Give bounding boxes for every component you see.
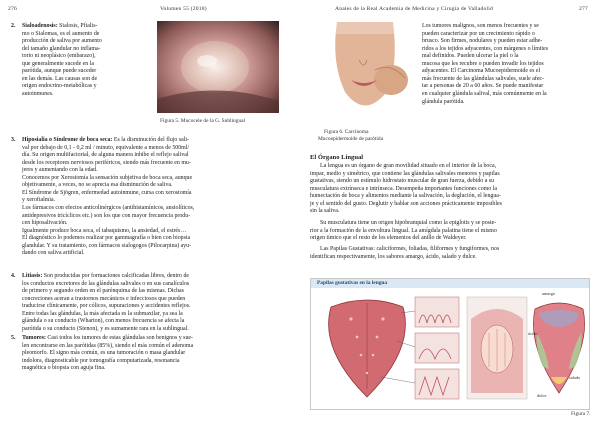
item3-line: antidepresivos tricíclicos etc.) son los que con mayor frecuencia produ- [22, 212, 191, 219]
figure-7-label-salty: salado [569, 375, 581, 380]
mucocele-photo-illustration [157, 21, 279, 113]
para1-line: je y el sentido del gusto. Deglutir y hablar son acciones prácticamente imposibles [310, 200, 502, 207]
item5-line: indolora, diagnosticable por tomografía computarizada, resonancia [22, 357, 180, 364]
item-2-number: 2. [11, 23, 16, 29]
item3-line: día. Su origen multifactorial, de alguna manera inhibe el reflejo salival [22, 152, 189, 159]
para1-line: musculatura extrínseca e intrínseca. Desempeña importantes funciones como la [310, 185, 497, 192]
tumors-line: mal definidos. Pueden ulcerar la piel o la [422, 53, 519, 60]
item2-line: torio ni neoplásico (embarazo), [22, 53, 96, 60]
tumors-line: glándula parótida. [422, 98, 465, 105]
item-5-number: 5. [11, 335, 16, 341]
item3-line: glandular. Y su tratamiento, con fármacos sialogogos (Pilocarpina) ayu- [22, 242, 192, 249]
para1-line: gustativas, siendo un estímulo hidrostato muscular de gran fuerza, debido a su [310, 178, 495, 185]
para3-line: Las Papilas Gustativas: caliciformes, foliadas, filiformes y fungiformes, nos [320, 246, 500, 252]
item3-line: objetivamente, a veces, no se aprecia esa disminución de saliva. [22, 182, 173, 189]
item3-line: y xeroftalmia. [22, 197, 56, 204]
item2-line: autoinmunes. [22, 90, 54, 97]
section-title: El Órgano Lingual [310, 154, 364, 161]
item5-line: Tumores: Casi todos los tumores de estas glándulas son benignos y sue- [22, 335, 193, 341]
figure-7-label-sour: ácido [528, 331, 538, 336]
right-page-number: 277 [579, 6, 588, 12]
figure-7-title: Papilas gustativas en la lengua [317, 280, 388, 286]
item3-line: jeres y aumentando con la edad. [22, 167, 98, 174]
tumors-line: pueden caracterizar por un crecimiento rápido o [422, 30, 535, 37]
item3-line: Igualmente produce boca seca, el tabaquismo, la ansiedad, el estrés… [22, 227, 187, 234]
item3-line: Hiposialia o Síndrome de boca seca: Es la disminución del flujo sali- [22, 137, 189, 143]
figure-6-caption-line-1: Figura 6. Carcinoma [324, 129, 369, 135]
item2-line: que generalmente sucede en la [22, 60, 94, 67]
figure-7-label-bitter: amargo [542, 291, 556, 296]
item5-line: pleomorfo. El signo más común, es una tumoración o masa glandular [22, 350, 186, 357]
item3-line: desde los receptores nerviosos periféricos, siendo más frecuente en mu- [22, 159, 191, 166]
item3-line: Conocemos por Xerostomía la sensación subjetiva de boca seca, aunque [22, 174, 193, 181]
tumors-line: en cualquier glándula salival, más comúnmente en la [422, 90, 547, 97]
tumors-line: tar a personas de 20 a 60 años. Se puede manifestar [422, 83, 544, 90]
figure-6-caption-line-2: Mucoepidermoide de parótida [318, 136, 383, 142]
figure-6-photo [315, 22, 413, 122]
item4-line: parótida o su conducto (Stenon), y es sumamente rara en la sublingual. [22, 325, 189, 332]
figure-7-label-sweet: dulce [537, 393, 547, 398]
item4-line: Litiasis: Son producidas por formaciones calcificadas libres, dentro de [22, 273, 190, 279]
item2-line: en las demás. Las causas son de [22, 75, 98, 82]
right-running-head: Anales de la Real Academia de Medicina y Cirugía de Valladolid [335, 6, 493, 12]
item2-line: origen endocrino-metabólicas y [22, 83, 97, 90]
item4-line: de primero y segundo orden en el parénquima de las mismas. Dichas [22, 288, 184, 295]
item-3-number: 3. [11, 137, 16, 143]
item2-line: producción de saliva por aumento [22, 38, 102, 45]
figure-7-caption: Figura 7. [571, 411, 591, 417]
item3-line: cen hiposalivación. [22, 220, 68, 227]
item4-line: los conductos excretores de las glándulas salivales o en sus canalículos [22, 280, 190, 287]
right-page [300, 0, 600, 423]
para3-line: identifican respectivamente, los sabores amargo, ácido, salado y dulce. [310, 253, 477, 260]
item4-line: concreciones aceran a trastornos mecánicos e infecciosos que pueden [22, 295, 186, 302]
tumors-line: más frecuente de las glándulas salivales, suele afec- [422, 75, 545, 82]
item2-line: mo o Sialomas, es el aumento de [22, 30, 100, 37]
item4-line: glándula o su conducto (Wharton), con menos frecuencia se afecta la [22, 318, 185, 325]
item3-line: Los fármacos con efectos anticolinérgicos (antihistamínicos, ansiolíticos, [22, 204, 195, 211]
item4-line: Entre todas las glándulas, la más afectada es la submaxilar, ya sea la [22, 310, 183, 317]
item4-line: traducirse clínicamente, por cólicos, supuraciones y accidentes reflejos. [22, 303, 191, 310]
tumors-line: adyacentes. El Carcinoma Mucoepidermoide es el [422, 68, 541, 75]
item2-line: parótida, aunque puede suceder [22, 68, 97, 75]
item3-line: El diagnóstico lo podemos realizar por gammagrafía o bien con biopsia [22, 235, 191, 242]
tumors-line: mucosa que les recubre o pueden invadir los tejidos [422, 60, 544, 67]
item3-line: val por debajo de 0,1 - 0,2 ml / minuto, equivalente a menos de 500ml/ [22, 144, 190, 151]
para2-line: Su musculatura tiene un origen hipobranquial como la epiglotis y se poste- [320, 220, 497, 226]
item2-line: Sialoadenosis: Sialosis, Pfialis- [22, 23, 98, 29]
item3-line: El Síndrome de Sjögren, enfermedad autoinmune, cursa con xerostomía [22, 189, 192, 196]
figure-7-diagram [310, 278, 590, 410]
figure-5-caption: Figura 5. Mucocele de la G. Sublingual [160, 118, 246, 124]
item2-line: del tamaño glandular no inflama- [22, 45, 101, 52]
para1-line: impar, medio y simétrico, que contiene las glándulas salivales menores y papilas [310, 170, 500, 177]
item-4-number: 4. [11, 273, 16, 279]
figure-5-photo [157, 21, 279, 113]
tumors-line: ridos a los tejidos adyacentes, con márgenes o límites [422, 45, 549, 52]
para1-line: humectación de boca y alimentos mediante la salivación, la deglución, el lengua- [310, 193, 501, 200]
parotid-carcinoma-illustration [315, 22, 413, 122]
item5-line: magnética o biopsia con aguja fina. [22, 365, 106, 372]
left-running-head: Volumen 55 (2018) [160, 6, 207, 12]
left-page-number: 276 [8, 6, 17, 12]
tongue-diagram-illustration [311, 289, 589, 409]
item5-line: len encontrarse en las parótidas (85%), siendo el más común el adenoma [22, 342, 194, 349]
para1-line: sin la saliva. [310, 208, 340, 215]
tumors-line: brusco. Son firmes, nodulares y pueden estar adhe- [422, 38, 543, 45]
para1-line: La lengua es un órgano de gran movilidad situado en el interior de la boca, [320, 163, 497, 169]
item3-line: dando con saliva artificial. [22, 250, 85, 257]
tumors-line: Los tumores malignos, son menos frecuentes y se [422, 23, 539, 29]
para2-line: origen tímico que el resto de los elementos del anillo de Waldeyer. [310, 235, 467, 242]
para2-line: rior a la formación de la envoltura lingual. La amígdala palatina tiene el mismo [310, 227, 497, 234]
